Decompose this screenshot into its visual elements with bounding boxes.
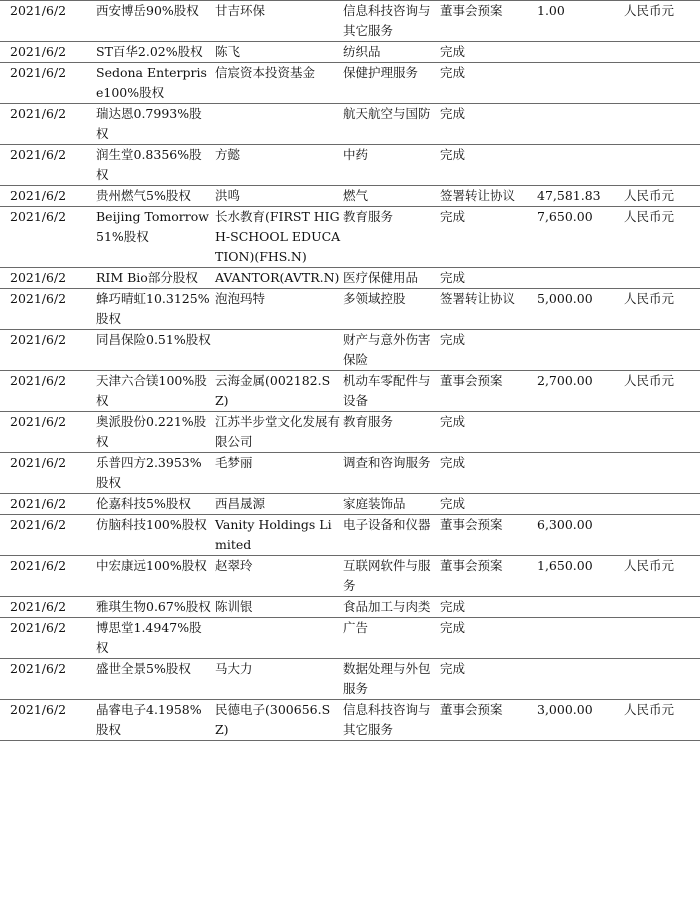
currency-cell: 人民币元 xyxy=(624,702,675,717)
target-cell: 中宏康远100%股权 xyxy=(96,558,207,573)
table-row xyxy=(0,289,700,330)
table-row xyxy=(0,207,700,268)
industry-cell: 多领域控股 xyxy=(343,291,406,306)
amount-cell xyxy=(537,453,624,494)
table-row xyxy=(0,412,700,453)
industry-cell: 教育服务 xyxy=(343,414,394,429)
status-cell: 完成 xyxy=(440,209,466,224)
currency-cell: 人民币元 xyxy=(624,188,675,203)
amount-cell xyxy=(537,42,624,63)
target-cell: 同昌保险0.51%股权 xyxy=(96,332,211,347)
currency-cell xyxy=(624,412,700,453)
date-cell: 2021/6/2 xyxy=(10,3,67,18)
industry-cell: 燃气 xyxy=(343,188,369,203)
amount-cell: 6,300.00 xyxy=(537,517,593,532)
buyer-cell: 毛梦丽 xyxy=(215,455,253,470)
amount-cell: 3,000.00 xyxy=(537,702,593,717)
industry-cell: 财产与意外伤害保险 xyxy=(343,332,431,367)
date-cell: 2021/6/2 xyxy=(10,455,67,470)
amount-cell xyxy=(537,618,624,659)
deal-table-body xyxy=(0,1,700,741)
table-row xyxy=(0,104,700,145)
amount-cell xyxy=(537,597,624,618)
date-cell: 2021/6/2 xyxy=(10,702,67,717)
status-cell: 董事会预案 xyxy=(440,3,503,18)
status-cell: 完成 xyxy=(440,620,466,635)
status-cell: 完成 xyxy=(440,661,466,676)
industry-cell: 信息科技咨询与其它服务 xyxy=(343,3,431,38)
target-cell: 瑞达恩0.7993%股权 xyxy=(96,106,202,141)
amount-cell xyxy=(537,104,624,145)
table-row xyxy=(0,186,700,207)
date-cell: 2021/6/2 xyxy=(10,373,67,388)
amount-cell: 47,581.83 xyxy=(537,188,601,203)
table-row xyxy=(0,453,700,494)
currency-cell: 人民币元 xyxy=(624,558,675,573)
target-cell: 润生堂0.8356%股权 xyxy=(96,147,202,182)
status-cell: 完成 xyxy=(440,455,466,470)
status-cell: 董事会预案 xyxy=(440,558,503,573)
industry-cell: 广告 xyxy=(343,620,369,635)
table-row xyxy=(0,330,700,371)
amount-cell xyxy=(537,412,624,453)
target-cell: 西安博岳90%股权 xyxy=(96,3,199,18)
status-cell: 签署转让协议 xyxy=(440,291,516,306)
date-cell: 2021/6/2 xyxy=(10,414,67,429)
date-cell: 2021/6/2 xyxy=(10,147,67,162)
currency-cell: 人民币元 xyxy=(624,3,675,18)
table-row xyxy=(0,700,700,741)
industry-cell: 电子设备和仪器 xyxy=(343,517,431,532)
industry-cell: 机动车零配件与设备 xyxy=(343,373,431,408)
table-row xyxy=(0,42,700,63)
buyer-cell: 长水教育(FIRST HIGH-SCHOOL EDUCATION)(FHS.N) xyxy=(215,209,341,264)
status-cell: 完成 xyxy=(440,332,466,347)
currency-cell: 人民币元 xyxy=(624,373,675,388)
amount-cell: 1.00 xyxy=(537,3,565,18)
buyer-cell: 信宸资本投资基金 xyxy=(215,65,316,80)
amount-cell: 2,700.00 xyxy=(537,373,593,388)
industry-cell: 中药 xyxy=(343,147,369,162)
date-cell: 2021/6/2 xyxy=(10,599,67,614)
amount-cell xyxy=(537,659,624,700)
target-cell: 博思堂1.4947%股权 xyxy=(96,620,202,655)
buyer-cell: 甘吉环保 xyxy=(215,3,266,18)
currency-cell xyxy=(624,42,700,63)
currency-cell xyxy=(624,494,700,515)
status-cell: 完成 xyxy=(440,106,466,121)
amount-cell: 7,650.00 xyxy=(537,209,593,224)
currency-cell xyxy=(624,597,700,618)
date-cell: 2021/6/2 xyxy=(10,332,67,347)
status-cell: 董事会预案 xyxy=(440,373,503,388)
currency-cell xyxy=(624,63,700,104)
buyer-cell: 陈训银 xyxy=(215,599,253,614)
target-cell: 天津六合镁100%股权 xyxy=(96,373,207,408)
table-row xyxy=(0,1,700,42)
buyer-cell: 西昌晟源 xyxy=(215,496,266,511)
buyer-cell: Vanity Holdings Limited xyxy=(215,517,332,552)
date-cell: 2021/6/2 xyxy=(10,188,67,203)
target-cell: 乐普四方2.3953%股权 xyxy=(96,455,202,490)
industry-cell: 医疗保健用品 xyxy=(343,270,419,285)
target-cell: 伦嘉科技5%股权 xyxy=(96,496,191,511)
currency-cell xyxy=(624,618,700,659)
status-cell: 董事会预案 xyxy=(440,702,503,717)
date-cell: 2021/6/2 xyxy=(10,496,67,511)
table-row xyxy=(0,597,700,618)
currency-cell: 人民币元 xyxy=(624,209,675,224)
amount-cell: 5,000.00 xyxy=(537,291,593,306)
target-cell: Beijing Tomorrow51%股权 xyxy=(96,209,209,244)
date-cell: 2021/6/2 xyxy=(10,65,67,80)
buyer-cell: 民德电子(300656.SZ) xyxy=(215,702,331,737)
currency-cell xyxy=(624,515,700,556)
buyer-cell: 陈飞 xyxy=(215,44,241,59)
industry-cell: 教育服务 xyxy=(343,209,394,224)
currency-cell xyxy=(624,104,700,145)
status-cell: 完成 xyxy=(440,496,466,511)
currency-cell xyxy=(624,659,700,700)
target-cell: 仿脑科技100%股权 xyxy=(96,517,207,532)
date-cell: 2021/6/2 xyxy=(10,517,67,532)
amount-cell: 1,650.00 xyxy=(537,558,593,573)
date-cell: 2021/6/2 xyxy=(10,661,67,676)
date-cell: 2021/6/2 xyxy=(10,558,67,573)
currency-cell xyxy=(624,145,700,186)
table-row xyxy=(0,494,700,515)
status-cell: 完成 xyxy=(440,147,466,162)
buyer-cell: 云海金属(002182.SZ) xyxy=(215,373,331,408)
industry-cell: 食品加工与肉类 xyxy=(343,599,431,614)
industry-cell: 航天航空与国防 xyxy=(343,106,431,121)
table-row xyxy=(0,63,700,104)
target-cell: 贵州燃气5%股权 xyxy=(96,188,191,203)
buyer-cell: 洪鸣 xyxy=(215,188,241,203)
industry-cell: 调查和咨询服务 xyxy=(343,455,431,470)
buyer-cell: 江苏半步堂文化发展有限公司 xyxy=(215,414,341,449)
buyer-cell: AVANTOR(AVTR.N) xyxy=(215,270,340,285)
currency-cell: 人民币元 xyxy=(624,291,675,306)
target-cell: 晶睿电子4.1958%股权 xyxy=(96,702,202,737)
table-row xyxy=(0,556,700,597)
target-cell: 蜂巧晴虹10.3125%股权 xyxy=(96,291,210,326)
industry-cell: 信息科技咨询与其它服务 xyxy=(343,702,431,737)
currency-cell xyxy=(624,330,700,371)
status-cell: 完成 xyxy=(440,414,466,429)
table-row xyxy=(0,618,700,659)
date-cell: 2021/6/2 xyxy=(10,291,67,306)
currency-cell xyxy=(624,453,700,494)
amount-cell xyxy=(537,145,624,186)
table-row xyxy=(0,268,700,289)
industry-cell: 纺织品 xyxy=(343,44,381,59)
buyer-cell: 马大力 xyxy=(215,661,253,676)
buyer-cell xyxy=(215,330,343,371)
table-row xyxy=(0,659,700,700)
industry-cell: 家庭装饰品 xyxy=(343,496,406,511)
target-cell: 盛世全景5%股权 xyxy=(96,661,191,676)
status-cell: 完成 xyxy=(440,65,466,80)
industry-cell: 互联网软件与服务 xyxy=(343,558,431,593)
target-cell: RIM Bio部分股权 xyxy=(96,270,198,285)
status-cell: 完成 xyxy=(440,599,466,614)
buyer-cell xyxy=(215,104,343,145)
date-cell: 2021/6/2 xyxy=(10,106,67,121)
amount-cell xyxy=(537,494,624,515)
industry-cell: 数据处理与外包服务 xyxy=(343,661,431,696)
table-row xyxy=(0,371,700,412)
buyer-cell: 赵翠玲 xyxy=(215,558,253,573)
date-cell: 2021/6/2 xyxy=(10,270,67,285)
date-cell: 2021/6/2 xyxy=(10,44,67,59)
currency-cell xyxy=(624,268,700,289)
date-cell: 2021/6/2 xyxy=(10,209,67,224)
target-cell: 雅琪生物0.67%股权 xyxy=(96,599,211,614)
industry-cell: 保健护理服务 xyxy=(343,65,419,80)
target-cell: Sedona Enterprise100%股权 xyxy=(96,65,207,100)
table-row xyxy=(0,515,700,556)
amount-cell xyxy=(537,268,624,289)
table-row xyxy=(0,145,700,186)
status-cell: 完成 xyxy=(440,44,466,59)
amount-cell xyxy=(537,63,624,104)
buyer-cell xyxy=(215,618,343,659)
date-cell: 2021/6/2 xyxy=(10,620,67,635)
status-cell: 签署转让协议 xyxy=(440,188,516,203)
status-cell: 完成 xyxy=(440,270,466,285)
target-cell: 奥派股份0.221%股权 xyxy=(96,414,207,449)
buyer-cell: 泡泡玛特 xyxy=(215,291,266,306)
target-cell: ST百华2.02%股权 xyxy=(96,44,203,59)
buyer-cell: 方懿 xyxy=(215,147,241,162)
amount-cell xyxy=(537,330,624,371)
status-cell: 董事会预案 xyxy=(440,517,503,532)
